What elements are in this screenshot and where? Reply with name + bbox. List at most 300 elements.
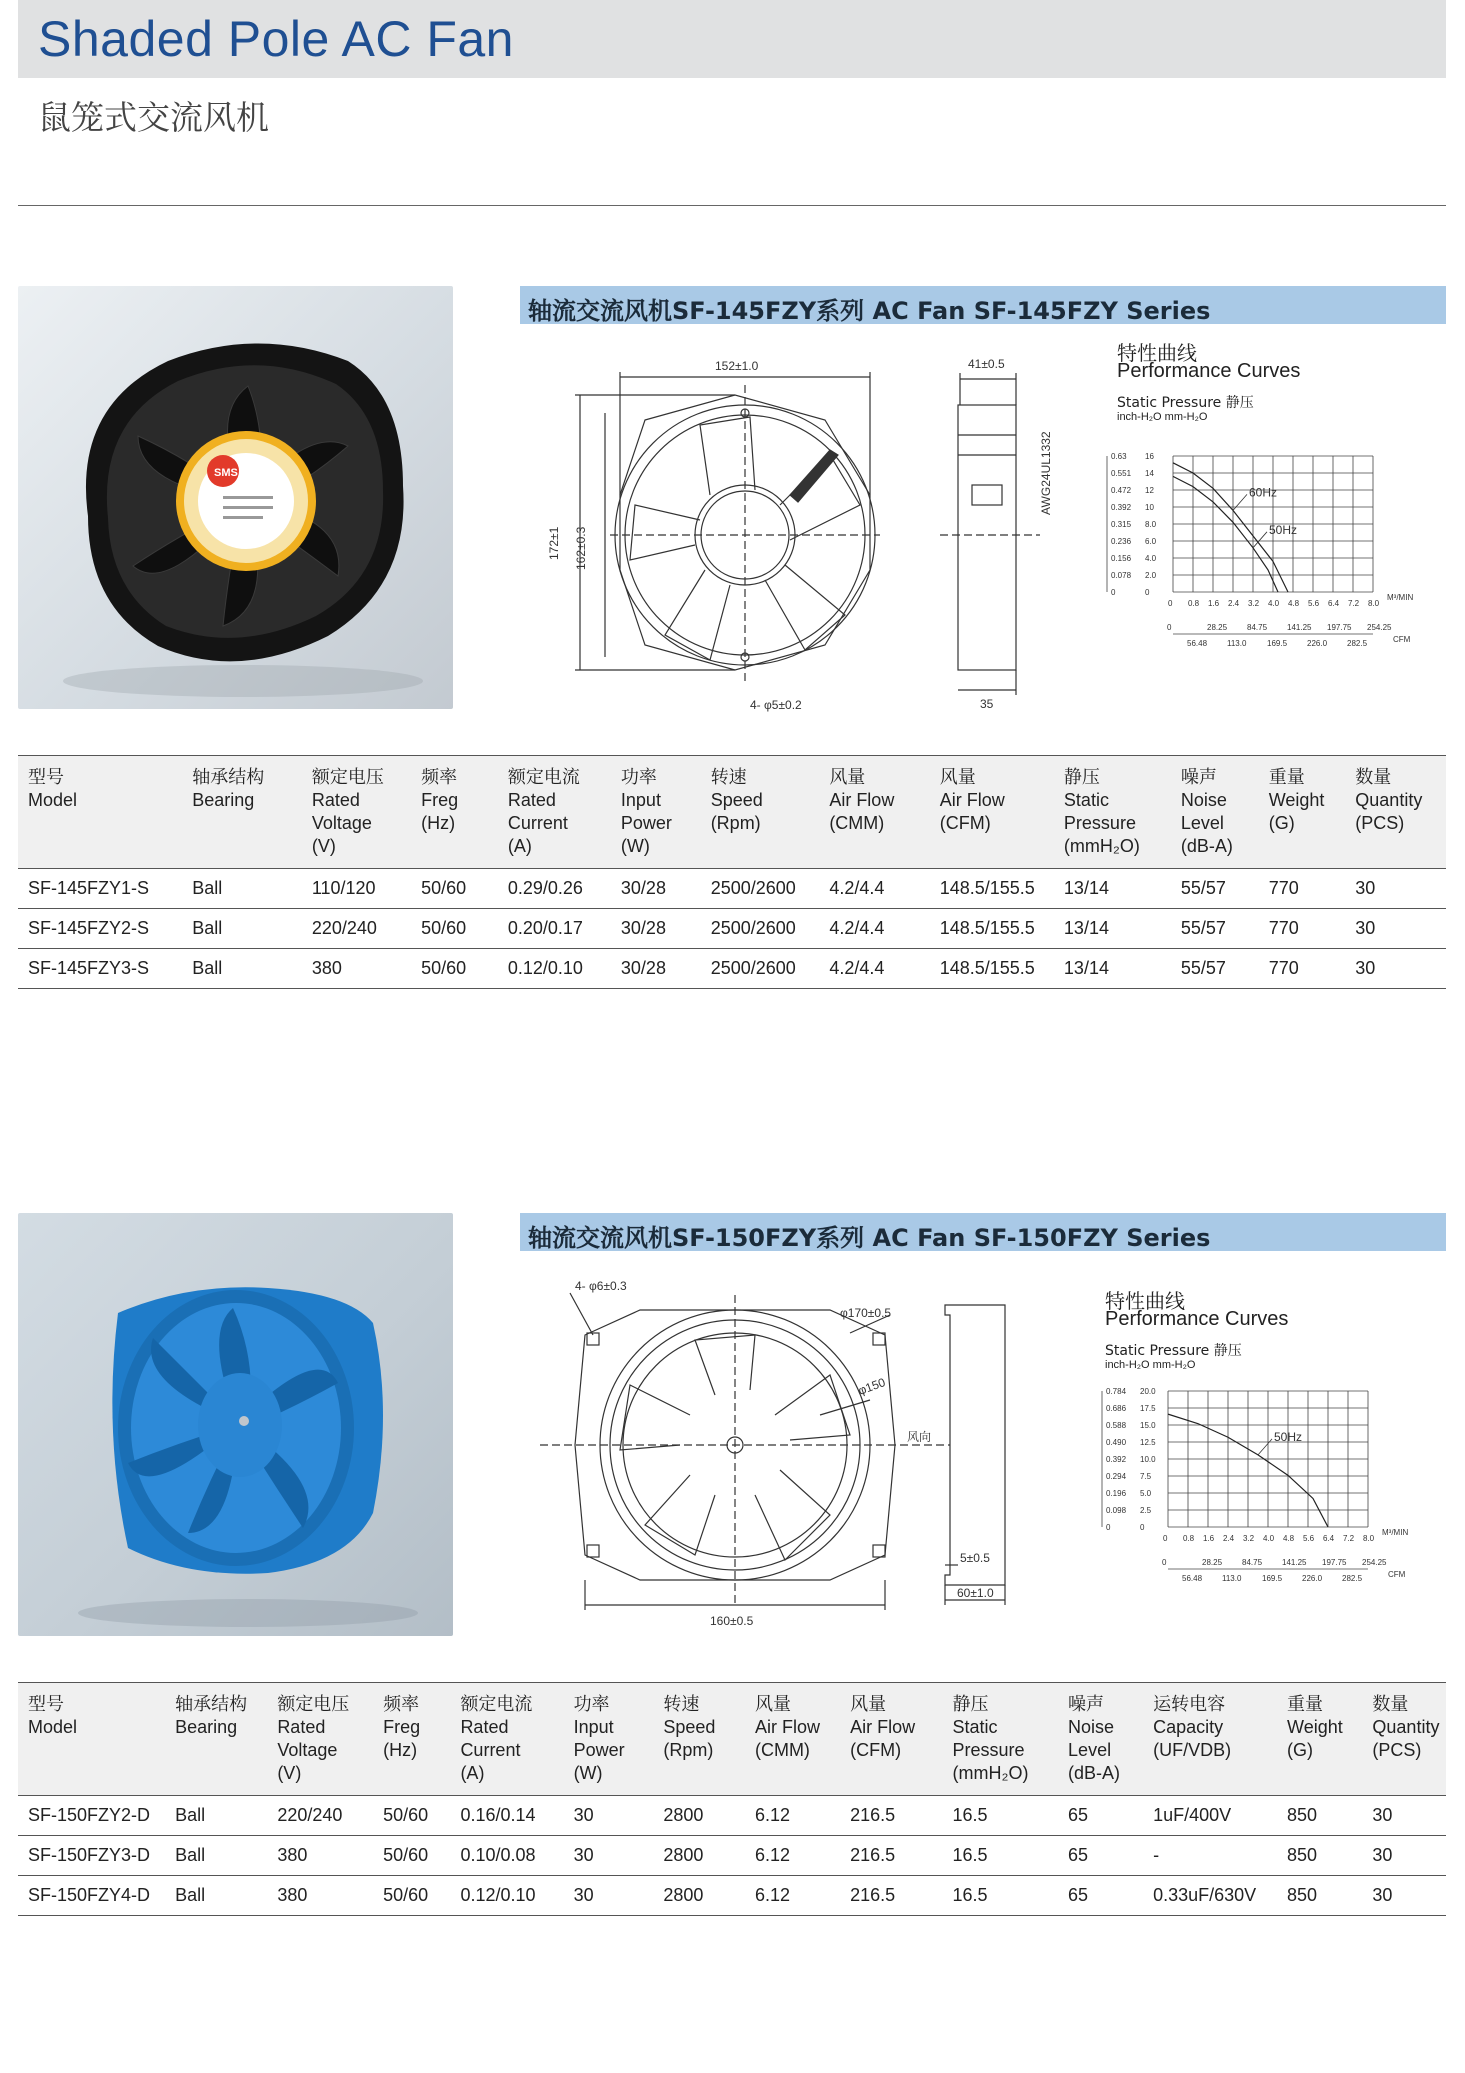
column-header	[182, 756, 302, 869]
y-tick-label-mm: 17.5	[1140, 1404, 1156, 1413]
static-pressure-label-sf150: Static Pressure 静压	[1105, 1343, 1242, 1359]
table-cell: 16.5	[943, 1796, 1059, 1836]
table-cell: 220/240	[302, 909, 411, 949]
y-tick-label-mm: 12	[1145, 486, 1154, 495]
table-cell: 50/60	[373, 1876, 450, 1916]
column-header	[930, 756, 1054, 869]
column-header-en: Input	[573, 1717, 614, 1737]
column-header-en: Voltage	[311, 813, 372, 833]
table-cell: 380	[302, 949, 411, 989]
table-cell: 220/240	[267, 1796, 373, 1836]
table-header-row	[18, 1683, 1446, 1796]
table-cell: 6.12	[745, 1836, 840, 1876]
curve-label: 50Hz	[1269, 522, 1298, 537]
column-header-en: Noise	[1068, 1717, 1115, 1737]
table-cell: 770	[1259, 949, 1346, 989]
table-cell: 216.5	[840, 1876, 942, 1916]
x-tick-label: 2.4	[1223, 1534, 1235, 1543]
table-cell: 65	[1058, 1876, 1143, 1916]
table-cell: SF-145FZY2-S	[18, 909, 182, 949]
column-header-cn: 型号	[28, 1694, 64, 1715]
table-cell: 30/28	[611, 949, 701, 989]
table-cell: 0.16/0.14	[450, 1796, 563, 1836]
y-tick-label-inch: 0.392	[1111, 503, 1132, 512]
table-cell: 148.5/155.5	[930, 909, 1054, 949]
column-header-en: (Rpm)	[663, 1740, 714, 1760]
column-header-en: Model	[28, 790, 78, 810]
fan-photo-sf145	[18, 286, 453, 709]
column-header-en: Capacity	[1153, 1717, 1224, 1737]
column-header-en: (PCS)	[1372, 1740, 1422, 1760]
x-tick-label: 5.6	[1308, 599, 1320, 608]
table-cell: 0.33uF/630V	[1143, 1876, 1277, 1916]
y-tick-label-inch: 0.196	[1106, 1489, 1127, 1498]
column-header	[450, 1683, 563, 1796]
column-header	[819, 756, 929, 869]
y-tick-label-inch: 0.686	[1106, 1404, 1127, 1413]
table-cell: Ball	[182, 909, 302, 949]
y-tick-label-inch: 0.294	[1106, 1472, 1127, 1481]
table-cell: 65	[1058, 1796, 1143, 1836]
column-header	[302, 756, 411, 869]
table-cell: 2800	[653, 1836, 745, 1876]
y-tick-label-mm: 4.0	[1145, 554, 1157, 563]
column-header	[653, 1683, 745, 1796]
column-header-en: (CMM)	[829, 813, 885, 833]
column-header-en: Quantity	[1355, 790, 1423, 810]
x-tick-label: 5.6	[1303, 1534, 1315, 1543]
cfm-tick-label: 141.25	[1287, 623, 1312, 632]
column-header	[611, 756, 701, 869]
table-cell: 148.5/155.5	[930, 949, 1054, 989]
x-tick-label: 0.8	[1188, 599, 1200, 608]
column-header-cn: 静压	[952, 1694, 989, 1715]
cfm-tick-label: 226.0	[1307, 639, 1328, 648]
y-tick-label-mm: 7.5	[1140, 1472, 1152, 1481]
y-tick-label-mm: 15.0	[1140, 1421, 1156, 1430]
table-cell: 16.5	[943, 1836, 1059, 1876]
table-cell: 16.5	[943, 1876, 1059, 1916]
cfm-tick-label: 56.48	[1187, 639, 1208, 648]
table-cell: 4.2/4.4	[819, 869, 929, 909]
column-header-en: (G)	[1287, 1740, 1314, 1760]
table-cell: 1uF/400V	[1143, 1796, 1277, 1836]
table-cell: SF-150FZY2-D	[18, 1796, 165, 1836]
x-tick-label: 7.2	[1343, 1534, 1355, 1543]
table-cell: 110/120	[302, 869, 411, 909]
column-header-en: Pressure	[1063, 813, 1136, 833]
series-title-sf150: 轴流交流风机SF-150FZY系列 AC Fan SF-150FZY Series	[528, 1224, 1211, 1252]
y-tick-label-inch: 0	[1111, 588, 1116, 597]
y-tick-label-inch: 0.098	[1106, 1506, 1127, 1515]
column-header	[1171, 756, 1259, 869]
column-header	[18, 756, 182, 869]
table-cell: 50/60	[411, 869, 498, 909]
technical-drawing-sf145	[540, 345, 1060, 720]
table-cell: 4.2/4.4	[819, 949, 929, 989]
table-cell: 2500/2600	[701, 869, 820, 909]
column-header-en: Noise	[1180, 790, 1227, 810]
table-cell: 850	[1277, 1796, 1362, 1836]
y-tick-label-mm: 8.0	[1145, 520, 1157, 529]
table-cell: 30	[1362, 1836, 1446, 1876]
column-header	[267, 1683, 373, 1796]
cfm-tick-label: 169.5	[1262, 1574, 1283, 1583]
cfm-tick-label: 84.75	[1247, 623, 1268, 632]
column-header-en: Static	[952, 1717, 998, 1737]
table-cell: 2800	[653, 1796, 745, 1836]
table-cell: 216.5	[840, 1836, 942, 1876]
column-header-en: Voltage	[277, 1740, 338, 1760]
page-subtitle: 鼠笼式交流风机	[38, 98, 269, 137]
cfm-tick-label: 0	[1167, 623, 1172, 632]
column-header-en: Power	[573, 1740, 625, 1760]
table-row	[18, 909, 1446, 949]
table-cell: 2800	[653, 1876, 745, 1916]
inner-dim-label-2: φ150	[856, 1375, 888, 1398]
svg-text:SMS: SMS	[214, 467, 238, 479]
y-tick-label-inch: 0.156	[1111, 554, 1132, 563]
column-header-cn: 数量	[1355, 767, 1392, 788]
table-cell: 216.5	[840, 1796, 942, 1836]
y-tick-label-mm: 20.0	[1140, 1387, 1156, 1396]
x-tick-label: 4.8	[1283, 1534, 1295, 1543]
column-header-en: (V)	[311, 836, 336, 856]
width-dim-label: 152±1.0	[715, 359, 759, 373]
table-cell: 30	[564, 1836, 654, 1876]
perf-title-en-sf145: Performance Curves	[1117, 360, 1301, 382]
table-cell: 50/60	[411, 949, 498, 989]
table-cell: 850	[1277, 1876, 1362, 1916]
cfm-tick-label: 197.75	[1327, 623, 1352, 632]
column-header-cn: 噪声	[1180, 767, 1217, 788]
technical-drawing-sf150	[530, 1275, 1090, 1628]
column-header-en: Rated	[311, 790, 360, 810]
page-title: Shaded Pole AC Fan	[38, 11, 514, 67]
column-header-cn: 轴承结构	[192, 767, 265, 788]
column-header-cn: 数量	[1372, 1694, 1409, 1715]
base-dim-label: 35	[980, 697, 994, 711]
column-header-cn: 频率	[383, 1694, 420, 1715]
column-header	[1259, 756, 1346, 869]
column-header-cn: 额定电压	[311, 767, 384, 788]
y-tick-label-mm: 2.5	[1140, 1506, 1152, 1515]
column-header-cn: 功率	[620, 767, 657, 788]
column-header-en: Level	[1068, 1740, 1112, 1760]
curve-label: 50Hz	[1274, 1429, 1303, 1444]
x-tick-label: 4.8	[1288, 599, 1300, 608]
column-header-en: Air Flow	[850, 1717, 916, 1737]
column-header-en: (UF/VDB)	[1153, 1740, 1232, 1760]
column-header	[1054, 756, 1171, 869]
column-header-cn: 重量	[1268, 767, 1305, 788]
column-header-cn: 轴承结构	[175, 1694, 248, 1715]
column-header-en: Input	[620, 790, 661, 810]
curve-leader-line	[1233, 494, 1247, 510]
height-dim-label: 172±1	[547, 526, 561, 560]
table-cell: 50/60	[373, 1796, 450, 1836]
table-cell: 30	[1345, 869, 1446, 909]
table-cell: SF-150FZY3-D	[18, 1836, 165, 1876]
table-cell: 30	[1362, 1796, 1446, 1836]
x-tick-label: 0	[1163, 1534, 1168, 1543]
column-header-en: Level	[1180, 813, 1224, 833]
table-cell: 6.12	[745, 1876, 840, 1916]
table-cell: 2500/2600	[701, 949, 820, 989]
cfm-tick-label: 28.25	[1207, 623, 1228, 632]
column-header-en: (mmH₂O)	[952, 1763, 1029, 1783]
column-header-cn: 转速	[710, 767, 747, 788]
column-header-en: (V)	[277, 1763, 302, 1783]
y-tick-label-mm: 0	[1145, 588, 1150, 597]
table-cell: 2500/2600	[701, 909, 820, 949]
y-tick-label-inch: 0.784	[1106, 1387, 1127, 1396]
depth-dim-label-2: 60±1.0	[957, 1586, 994, 1600]
spec-table-sf145	[18, 755, 1446, 989]
table-cell: 850	[1277, 1836, 1362, 1876]
cfm-tick-label: 282.5	[1347, 639, 1368, 648]
column-header	[564, 1683, 654, 1796]
y-tick-label-mm: 14	[1145, 469, 1154, 478]
table-cell: 55/57	[1171, 949, 1259, 989]
table-cell: 770	[1259, 909, 1346, 949]
cfm-tick-label: 113.0	[1227, 639, 1247, 648]
column-header-en: (Hz)	[383, 1740, 418, 1760]
column-header-cn: 风量	[850, 1694, 887, 1715]
x-tick-label: 2.4	[1228, 599, 1240, 608]
y-tick-label-inch: 0.63	[1111, 452, 1127, 461]
table-cell: 0.29/0.26	[498, 869, 611, 909]
cfm-tick-label: 56.48	[1182, 1574, 1203, 1583]
inner-dim-label: 162±0.3	[574, 526, 588, 570]
y-tick-label-inch: 0.078	[1111, 571, 1132, 580]
column-header	[1362, 1683, 1446, 1796]
table-cell: Ball	[182, 949, 302, 989]
table-cell: 380	[267, 1876, 373, 1916]
column-header-en: Static	[1063, 790, 1109, 810]
table-cell: 30	[1345, 949, 1446, 989]
x-tick-label: 1.6	[1203, 1534, 1215, 1543]
column-header-en: (W)	[620, 836, 650, 856]
y-tick-label-inch: 0.551	[1111, 469, 1132, 478]
depth-dim-label: 41±0.5	[968, 357, 1005, 371]
cfm-tick-label: 197.75	[1322, 1558, 1347, 1567]
column-header-en: (PCS)	[1355, 813, 1405, 833]
airflow-direction-label: 风向	[907, 1430, 932, 1444]
column-header-cn: 型号	[28, 767, 64, 788]
perf-chart-sf145	[1105, 440, 1440, 695]
column-header-en: Freg	[421, 790, 459, 810]
header-divider	[18, 205, 1446, 206]
table-cell: 148.5/155.5	[930, 869, 1054, 909]
column-header	[840, 1683, 942, 1796]
series-title-sf145: 轴流交流风机SF-145FZY系列 AC Fan SF-145FZY Series	[528, 297, 1211, 325]
hole-dim-label-2: 4- φ6±0.3	[575, 1279, 627, 1293]
table-cell: SF-145FZY1-S	[18, 869, 182, 909]
x-tick-label: 4.0	[1268, 599, 1280, 608]
column-header-en: (mmH₂O)	[1063, 836, 1140, 856]
table-row	[18, 869, 1446, 909]
y-tick-label-inch: 0.490	[1106, 1438, 1127, 1447]
table-cell: 55/57	[1171, 909, 1259, 949]
y-tick-label-mm: 12.5	[1140, 1438, 1156, 1447]
table-cell: 65	[1058, 1836, 1143, 1876]
y-tick-label-mm: 5.0	[1140, 1489, 1152, 1498]
column-header-en: Bearing	[192, 790, 255, 810]
table-cell: -	[1143, 1836, 1277, 1876]
column-header-en: (CFM)	[939, 813, 991, 833]
pressure-units-sf150: inch-H₂O mm-H₂O	[1105, 1359, 1196, 1371]
fan-photo-sf150	[18, 1213, 453, 1636]
width-dim-label-2: 160±0.5	[710, 1614, 754, 1628]
y-tick-label-mm: 6.0	[1145, 537, 1157, 546]
column-header-en: Weight	[1287, 1717, 1343, 1737]
flange-dim-label: 5±0.5	[960, 1551, 990, 1565]
cfm-tick-label: 169.5	[1267, 639, 1288, 648]
column-header-en: Rated	[507, 790, 556, 810]
column-header	[1143, 1683, 1277, 1796]
column-header-en: Rated	[277, 1717, 326, 1737]
perf-title-cn-sf145: 特性曲线	[1117, 341, 1197, 365]
cfm-tick-label: 141.25	[1282, 1558, 1307, 1567]
column-header-cn: 运转电容	[1153, 1694, 1226, 1715]
x-tick-label: 6.4	[1323, 1534, 1335, 1543]
column-header-cn: 重量	[1287, 1694, 1324, 1715]
column-header-en: (A)	[507, 836, 532, 856]
perf-chart-sf150	[1100, 1375, 1440, 1630]
column-header-en: Rated	[460, 1717, 509, 1737]
column-header-en: Weight	[1268, 790, 1325, 810]
column-header-en: (CFM)	[850, 1740, 902, 1760]
column-header-en: Bearing	[175, 1717, 238, 1737]
pressure-units-sf145: inch-H₂O mm-H₂O	[1117, 411, 1208, 423]
y-tick-label-inch: 0.315	[1111, 520, 1132, 529]
table-cell: SF-145FZY3-S	[18, 949, 182, 989]
column-header-cn: 静压	[1063, 767, 1100, 788]
table-cell: 0.12/0.10	[498, 949, 611, 989]
column-header-cn: 风量	[939, 767, 976, 788]
column-header-en: Current	[460, 1740, 521, 1760]
column-header	[373, 1683, 450, 1796]
y-tick-label-mm: 0	[1140, 1523, 1145, 1532]
table-cell: 13/14	[1054, 909, 1171, 949]
y-tick-label-mm: 2.0	[1145, 571, 1157, 580]
cfm-unit-label: CFM	[1388, 1570, 1406, 1579]
y-tick-label-mm: 10.0	[1140, 1455, 1156, 1464]
table-cell: 30	[564, 1796, 654, 1836]
column-header	[1345, 756, 1446, 869]
column-header	[701, 756, 820, 869]
table-row	[18, 1796, 1446, 1836]
column-header-en: Freg	[383, 1717, 421, 1737]
table-cell: Ball	[165, 1876, 267, 1916]
outer-dim-label: φ170±0.5	[840, 1306, 892, 1320]
table-cell: 13/14	[1054, 949, 1171, 989]
column-header	[745, 1683, 840, 1796]
y-tick-label-inch: 0.472	[1111, 486, 1132, 495]
column-header-en: Current	[507, 813, 568, 833]
spec-table-sf150	[18, 1682, 1446, 1916]
cfm-tick-label: 0	[1162, 1558, 1167, 1567]
column-header	[411, 756, 498, 869]
table-row	[18, 1836, 1446, 1876]
cfm-tick-label: 84.75	[1242, 1558, 1263, 1567]
wire-label: AWG24UL1332	[1039, 431, 1053, 515]
cfm-tick-label: 226.0	[1302, 1574, 1323, 1583]
hole-dim-label: 4- φ5±0.2	[750, 698, 802, 712]
y-tick-label-inch: 0.236	[1111, 537, 1132, 546]
x-tick-label: 8.0	[1368, 599, 1380, 608]
x-tick-label: 0.8	[1183, 1534, 1195, 1543]
column-header	[943, 1683, 1059, 1796]
table-cell: 55/57	[1171, 869, 1259, 909]
column-header-en: Quantity	[1372, 1717, 1440, 1737]
column-header-cn: 风量	[829, 767, 866, 788]
table-row	[18, 1876, 1446, 1916]
table-cell: Ball	[165, 1796, 267, 1836]
table-cell: Ball	[165, 1836, 267, 1876]
curve-leader-line	[1258, 1439, 1272, 1455]
column-header-en: Model	[28, 1717, 78, 1737]
y-tick-label-inch: 0.588	[1106, 1421, 1127, 1430]
table-cell: 4.2/4.4	[819, 909, 929, 949]
cfm-tick-label: 282.5	[1342, 1574, 1363, 1583]
column-header-cn: 额定电压	[277, 1694, 350, 1715]
table-cell: 50/60	[411, 909, 498, 949]
column-header-en: Air Flow	[829, 790, 895, 810]
x-tick-label: 4.0	[1263, 1534, 1275, 1543]
y-tick-label-mm: 10	[1145, 503, 1154, 512]
column-header-cn: 噪声	[1068, 1694, 1105, 1715]
column-header-cn: 转速	[663, 1694, 700, 1715]
cfm-unit-label: CFM	[1393, 635, 1411, 644]
x-unit-label: M³/MIN	[1387, 593, 1414, 602]
table-cell: 0.10/0.08	[450, 1836, 563, 1876]
column-header-en: Air Flow	[754, 1717, 820, 1737]
table-header-row	[18, 756, 1446, 869]
y-tick-label-inch: 0.392	[1106, 1455, 1127, 1464]
table-row	[18, 949, 1446, 989]
column-header-cn: 额定电流	[507, 767, 580, 788]
static-pressure-label-sf145: Static Pressure 静压	[1117, 395, 1254, 411]
x-tick-label: 3.2	[1243, 1534, 1255, 1543]
column-header-en: (W)	[573, 1763, 603, 1783]
table-cell: SF-150FZY4-D	[18, 1876, 165, 1916]
table-cell: 30	[564, 1876, 654, 1916]
table-cell: 0.20/0.17	[498, 909, 611, 949]
column-header-en: Speed	[710, 790, 763, 810]
y-tick-label-mm: 16	[1145, 452, 1154, 461]
table-cell: 30	[1362, 1876, 1446, 1916]
perf-title-cn-sf150: 特性曲线	[1105, 1289, 1185, 1313]
column-header-cn: 功率	[573, 1694, 610, 1715]
table-cell: 770	[1259, 869, 1346, 909]
x-tick-label: 8.0	[1363, 1534, 1375, 1543]
x-unit-label: M³/MIN	[1382, 1528, 1409, 1537]
table-cell: 30/28	[611, 909, 701, 949]
x-tick-label: 7.2	[1348, 599, 1360, 608]
table-cell: 380	[267, 1836, 373, 1876]
table-cell: 30/28	[611, 869, 701, 909]
x-tick-label: 0	[1168, 599, 1173, 608]
column-header-en: Air Flow	[939, 790, 1005, 810]
x-tick-label: 1.6	[1208, 599, 1220, 608]
cfm-tick-label: 28.25	[1202, 1558, 1223, 1567]
column-header-cn: 频率	[421, 767, 458, 788]
table-cell: 6.12	[745, 1796, 840, 1836]
column-header	[18, 1683, 165, 1796]
column-header	[498, 756, 611, 869]
